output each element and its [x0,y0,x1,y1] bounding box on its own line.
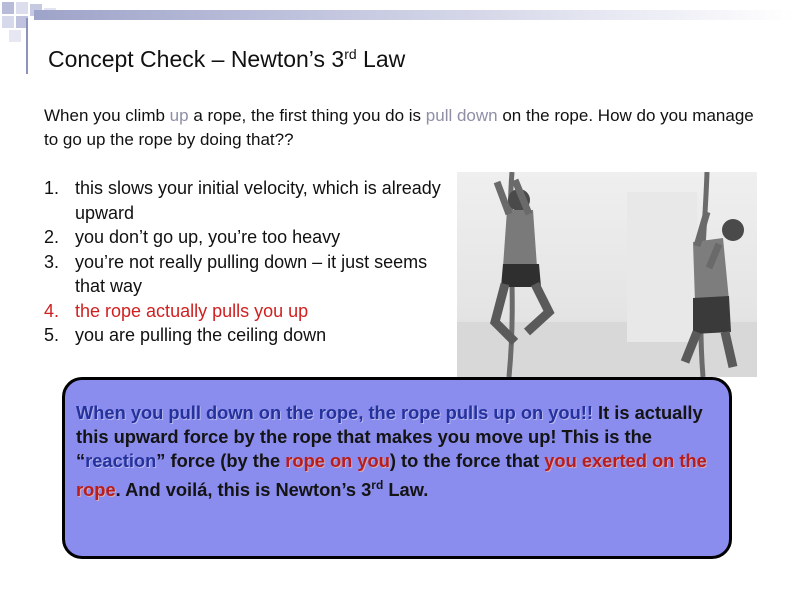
choice-5: 5. you are pulling the ceiling down [44,325,327,345]
answer-explanation: When you pull down on the rope, the rope pulls up on you!! It is actually this upward force by the rope that makes you move up! This is the “reaction” force (by the rope on you) to the force that you exerted on the rope. And voilá, this is Newton’s 3rd Law. [76,402,707,501]
choice-2: 2. you don’t go up, you’re too heavy [44,227,341,247]
rope-climbers-illustration [457,172,757,377]
corner-checker-decoration [0,0,70,50]
rope-climbers-photo [457,172,757,377]
header-divider [26,18,28,74]
header-bar-decoration [34,10,794,20]
answer-choices-list [44,176,454,348]
question-text: When you climb up a rope, the first thing you do is pull down on the rope. How do you manage to go up the rope by doing that?? [44,106,754,149]
choice-3: 3. you’re not really pulling down – it just seems that way [44,251,428,296]
choice-4-correct: 4. the rope actually pulls you up [44,300,309,321]
page-title: Concept Check – Newton’s 3rd Law [48,46,406,72]
choice-1: 1. this slows your initial velocity, which is already upward [44,178,441,223]
